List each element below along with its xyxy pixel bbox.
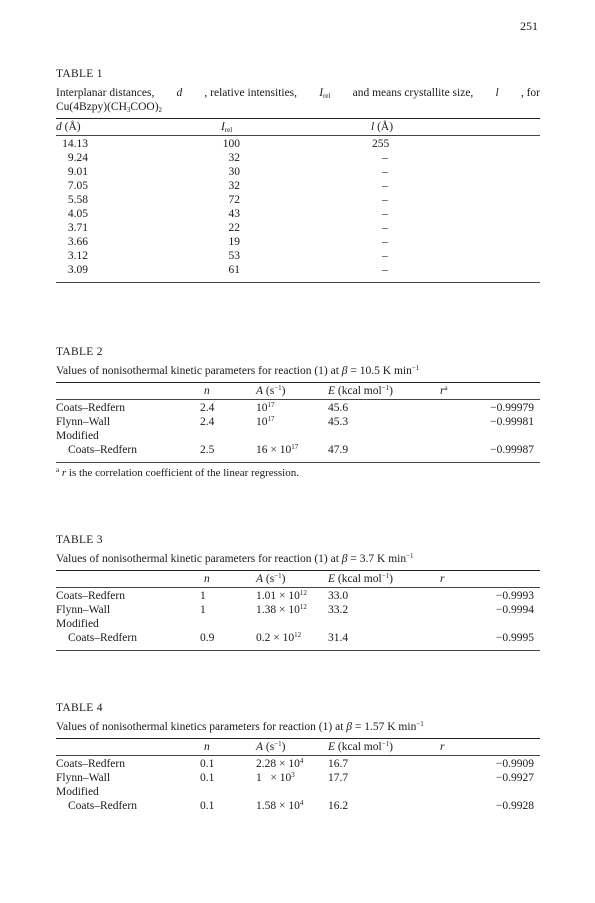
table-row xyxy=(56,222,540,236)
cell-r: −0.9995 xyxy=(495,632,534,644)
cell-d: 3.09 xyxy=(67,264,88,276)
cell-d: 5.58 xyxy=(67,194,88,206)
table-3-caption: Values of nonisothermal kinetic parameters for reaction (1) at β = 3.7 K $\min^{-1}$ xyxy=(56,552,414,565)
table-2 xyxy=(56,346,540,479)
cell-n: 0.1 xyxy=(200,758,215,770)
table-row xyxy=(56,444,540,458)
cell-d: 9.01 xyxy=(67,166,88,178)
cell-a-exponent: 12 xyxy=(294,631,302,639)
table-4-label: TABLE 4 xyxy=(56,702,103,714)
cell-l: – xyxy=(382,166,388,178)
cell-a xyxy=(256,590,307,602)
table-row xyxy=(56,236,540,250)
cell-r: −0.99979 xyxy=(490,402,534,414)
cell-e: 33.0 xyxy=(328,590,349,602)
cell-a-mantissa: 10 xyxy=(256,402,268,414)
cell-method: Coats–Redfern xyxy=(56,402,125,414)
table-1 xyxy=(56,68,540,283)
cell-l: – xyxy=(382,152,388,164)
cell-l: – xyxy=(382,180,388,192)
cell-e: 33.2 xyxy=(328,604,349,616)
cell-r: −0.9994 xyxy=(495,604,534,616)
cell-n: 2.5 xyxy=(200,444,215,456)
cell-method: Coats–Redfern xyxy=(68,800,137,812)
table-row xyxy=(56,632,540,646)
table-row xyxy=(56,786,540,800)
cell-method: Coats–Redfern xyxy=(56,758,125,770)
cell-n: 2.4 xyxy=(200,416,215,428)
table-row xyxy=(56,194,540,208)
table-row xyxy=(56,250,540,264)
cell-a xyxy=(256,604,307,616)
table-1-caption: Interplanar distances, d , relative intensities, $I_{rel}$ and means crystallite size, l , for $Cu(4Bzpy)(CH_3COO)_2$ xyxy=(56,87,540,114)
table-3-label: TABLE 3 xyxy=(56,534,103,546)
table-row xyxy=(56,208,540,222)
table-2-header: n A $(s^{-1})$ E (kcal mol$^{-1}$) $r^a$ xyxy=(204,384,448,397)
cell-a-exponent: 3 xyxy=(291,771,295,779)
table-4 xyxy=(56,702,540,814)
cell-a-exponent: 4 xyxy=(299,757,304,765)
table-3 xyxy=(56,534,540,651)
table-row xyxy=(56,618,540,632)
cell-irel: 32 xyxy=(228,180,240,192)
cell-a xyxy=(256,402,275,414)
table-row xyxy=(56,264,540,278)
table-row xyxy=(56,800,540,814)
table-1-label: TABLE 1 xyxy=(56,68,103,80)
cell-e: 47.9 xyxy=(328,444,349,456)
cell-irel: 100 xyxy=(222,138,240,150)
table-row xyxy=(56,416,540,430)
cell-l: – xyxy=(382,208,388,220)
table-row xyxy=(56,166,540,180)
cell-r: −0.9928 xyxy=(495,800,534,812)
cell-a xyxy=(256,444,298,456)
cell-method: Flynn–Wall xyxy=(56,772,111,784)
cell-method-prefix: Modified xyxy=(56,618,99,630)
table-3-body xyxy=(56,590,540,646)
cell-a xyxy=(256,758,303,770)
cell-method: Coats–Redfern xyxy=(68,444,137,456)
cell-method-prefix: Modified xyxy=(56,786,99,798)
table-row xyxy=(56,590,540,604)
table-1-header: d (Å) $I_{rel}$ l (Å) xyxy=(56,121,394,134)
cell-l: – xyxy=(382,194,388,206)
cell-e: 45.6 xyxy=(328,402,349,414)
page-number: 251 xyxy=(520,19,538,33)
cell-a-mantissa: 1.38 × 10 xyxy=(256,604,300,616)
cell-d: 4.05 xyxy=(67,208,88,220)
cell-d: 14.13 xyxy=(62,138,88,150)
table-2-caption: Values of nonisothermal kinetic parameters for reaction (1) at β = 10.5 K $\min^{-1}$ xyxy=(56,364,420,377)
cell-l: – xyxy=(382,250,388,262)
table-row xyxy=(56,402,540,416)
cell-d: 3.66 xyxy=(67,236,88,248)
cell-n: 0.9 xyxy=(200,632,215,644)
table-row xyxy=(56,604,540,618)
table-4-caption: Values of nonisothermal kinetics parameters for reaction (1) at β = 1.57 K $\min^{-1}$ xyxy=(56,720,424,733)
cell-irel: 19 xyxy=(228,236,240,248)
table-row xyxy=(56,152,540,166)
cell-r: −0.9927 xyxy=(495,772,534,784)
cell-e: 17.7 xyxy=(328,772,349,784)
cell-r: −0.99987 xyxy=(490,444,534,456)
table-row xyxy=(56,138,540,152)
cell-method: Coats–Redfern xyxy=(68,632,137,644)
cell-irel: 43 xyxy=(228,208,240,220)
table-3-header: n A $(s^{-1})$ E (kcal mol$^{-1}$) r xyxy=(204,572,445,585)
cell-irel: 61 xyxy=(228,264,240,276)
cell-a-mantissa: 10 xyxy=(256,416,268,428)
table-2-footnote: $^a$ r is the correlation coefficient of the linear regression. xyxy=(56,466,299,479)
cell-a-mantissa: 1.58 × 10 xyxy=(256,800,300,812)
cell-n: 0.1 xyxy=(200,772,215,784)
cell-d: 3.71 xyxy=(67,222,88,234)
cell-n: 1 xyxy=(200,590,206,602)
cell-a-exponent: 17 xyxy=(291,443,299,451)
cell-a xyxy=(256,416,275,428)
cell-d: 7.05 xyxy=(67,180,88,192)
cell-l: – xyxy=(382,264,388,276)
cell-a-mantissa: 2.28 × 10 xyxy=(256,758,300,770)
cell-irel: 30 xyxy=(228,166,240,178)
cell-method: Flynn–Wall xyxy=(56,416,111,428)
cell-e: 31.4 xyxy=(328,632,349,644)
table-4-body xyxy=(56,758,540,814)
cell-irel: 22 xyxy=(228,222,240,234)
cell-irel: 72 xyxy=(228,194,240,206)
cell-n: 1 xyxy=(200,604,206,616)
cell-a-mantissa: 1.01 × 10 xyxy=(256,590,300,602)
cell-a-mantissa: 16 × 10 xyxy=(256,444,292,456)
cell-l: 255 xyxy=(372,138,390,150)
table-2-body xyxy=(56,402,540,458)
cell-n: 2.4 xyxy=(200,402,215,414)
cell-a-mantissa: 0.2 × 10 xyxy=(256,632,295,644)
table-2-label: TABLE 2 xyxy=(56,346,103,358)
cell-method: Coats–Redfern xyxy=(56,590,125,602)
cell-irel: 53 xyxy=(228,250,240,262)
cell-r: −0.99981 xyxy=(490,416,534,428)
table-4-header: n A $(s^{-1})$ E (kcal mol$^{-1}$) r xyxy=(204,740,445,753)
cell-a-exponent: 12 xyxy=(299,589,307,597)
cell-a xyxy=(256,632,301,644)
cell-a-exponent: 4 xyxy=(299,799,304,807)
cell-d: 9.24 xyxy=(67,152,88,164)
cell-a-mantissa: 1 × 10 xyxy=(256,772,292,784)
cell-e: 45.3 xyxy=(328,416,349,428)
cell-method-prefix: Modified xyxy=(56,430,99,442)
table-row xyxy=(56,430,540,444)
cell-r: −0.9993 xyxy=(495,590,534,602)
table-row xyxy=(56,772,540,786)
table-row xyxy=(56,758,540,772)
cell-a xyxy=(256,772,295,784)
table-row xyxy=(56,180,540,194)
cell-n: 0.1 xyxy=(200,800,215,812)
cell-a-exponent: 17 xyxy=(267,401,275,409)
cell-l: – xyxy=(382,222,388,234)
cell-method: Flynn–Wall xyxy=(56,604,111,616)
cell-d: 3.12 xyxy=(67,250,88,262)
cell-a-exponent: 12 xyxy=(299,603,307,611)
cell-a-exponent: 17 xyxy=(267,415,275,423)
cell-a xyxy=(256,800,303,812)
cell-irel: 32 xyxy=(228,152,240,164)
cell-l: – xyxy=(382,236,388,248)
cell-e: 16.2 xyxy=(328,800,349,812)
table-1-body xyxy=(56,138,540,278)
cell-e: 16.7 xyxy=(328,758,349,770)
cell-r: −0.9909 xyxy=(495,758,534,770)
